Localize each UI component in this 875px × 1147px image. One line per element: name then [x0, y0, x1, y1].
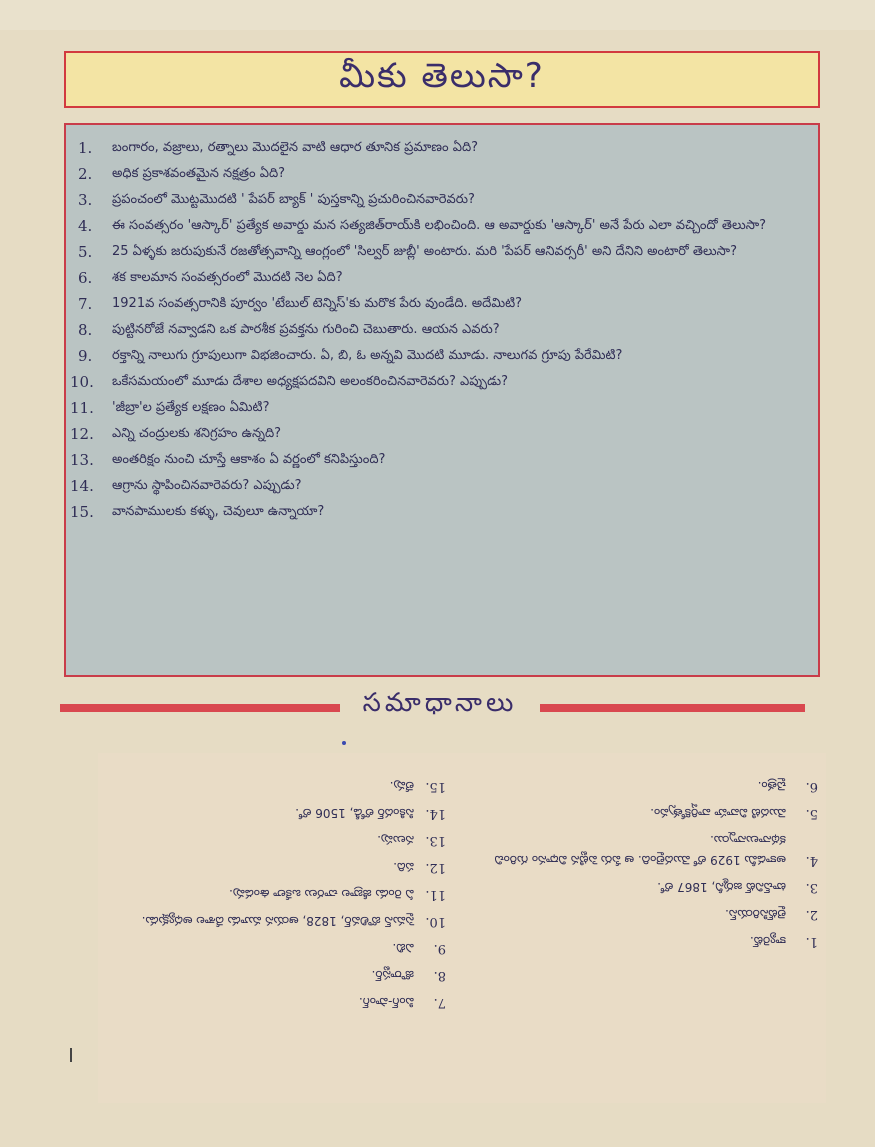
answer-text: చైత్రం. — [757, 779, 786, 793]
answer-number: 14. — [425, 806, 446, 821]
answer-number: 15. — [425, 779, 446, 794]
answer-text: సికిందర్ లోడీ, 1506 లో. — [295, 806, 414, 820]
answers-title: సమాధానాలు — [362, 688, 518, 718]
answer-item — [106, 830, 446, 850]
question-number: 11. — [70, 399, 94, 417]
page-top-edge — [0, 0, 875, 30]
fold-mark — [70, 1048, 72, 1062]
question-text: ఈ సంవత్సరం 'ఆస్కార్' ప్రత్యేక అవార్డు మన సత్యజిత్‌రాయ్‌కి లభించింది. ఆ అవార్డుకు 'ఆస్కార్' అనే పేరు ఎలా వచ్చిందో తెలుసా? — [112, 218, 767, 233]
question-item — [70, 395, 798, 421]
question-number: 15. — [70, 503, 94, 521]
question-text: 25 ఏళ్ళకు జరుపుకునే రజతోత్సవాన్ని ఆంగ్లంలో 'సిల్వర్ జుబ్లీ' అంటారు. మరి 'పేపర్ ఆనివర్సరీ' అని దేనిని అంటారో తెలుసా? — [112, 244, 737, 259]
answer-number: 5. — [805, 806, 818, 821]
answer-number: 10. — [425, 914, 446, 929]
answer-number: 8. — [433, 968, 446, 983]
question-text: ప్రపంచంలో మొట్టమొదటి ' పేపర్ బ్యాక్ ' పుస్తకాన్ని ప్రచురించినవారెవరు? — [112, 192, 475, 207]
question-item — [78, 161, 798, 187]
answer-item — [463, 776, 818, 796]
question-item — [78, 291, 798, 317]
answer-text: పింగ్-పాంగ్. — [358, 995, 414, 1009]
question-item — [78, 135, 798, 161]
answer-text: ఏ రెండు జీబ్రాల చారలు ఒకేలా ఉండవు. — [229, 887, 414, 901]
answers-header-right-bar — [540, 704, 805, 712]
question-item — [70, 369, 798, 395]
question-text: రక్తాన్ని నాలుగు గ్రూపులుగా విభజించారు. ఏ, బి, ఓ అన్నవి మొదటి మూడు. నాలుగవ గ్రూపు పేరేమిటి? — [112, 348, 623, 363]
answer-item — [106, 911, 446, 931]
question-item — [70, 447, 798, 473]
question-number: 3. — [78, 191, 93, 209]
question-item — [70, 421, 798, 447]
question-text: పుట్టినరోజే నవ్వాడని ఒక పారశీక ప్రవక్తను గురించి చెబుతారు. ఆయన ఎవరు? — [112, 322, 500, 337]
question-number: 7. — [78, 295, 93, 313]
question-number: 5. — [78, 243, 93, 261]
title-banner — [64, 51, 820, 108]
answer-item — [106, 884, 446, 904]
answer-item — [106, 992, 446, 1012]
question-text: ఆగ్రాను స్థాపించినవారెవరు? ఎప్పుడు? — [112, 478, 302, 493]
question-number: 14. — [70, 477, 94, 495]
question-item — [78, 239, 798, 265]
answer-item — [463, 877, 818, 897]
answer-text: ఎబి. — [392, 941, 414, 955]
answer-item — [106, 965, 446, 985]
answer-text: టాచ్‌నిట్ జర్మనీ, 1867 లో. — [657, 880, 786, 894]
answer-text: మొదటి వివాహ వార్షికోత్సవం. — [650, 806, 786, 820]
answer-item — [463, 904, 818, 924]
answer-number: 3. — [805, 880, 818, 895]
answer-text: జొరాస్టర్. — [371, 968, 414, 982]
question-text: బంగారం, వజ్రాలు, రత్నాలు మొదలైన వాటి ఆధార తూనిక ప్రమాణం ఏది? — [112, 140, 479, 155]
question-number: 2. — [78, 165, 93, 183]
question-number: 13. — [70, 451, 94, 469]
answer-number: 6. — [805, 779, 818, 794]
question-text: శక కాలమాన సంవత్సరంలో మొదటి నెల ఏది? — [112, 270, 343, 285]
answer-number: 4. — [805, 853, 818, 868]
answers-header — [60, 688, 805, 728]
questions-list — [70, 135, 798, 525]
question-number: 8. — [78, 321, 93, 339]
answers-header-left-bar — [60, 704, 340, 712]
question-number: 4. — [78, 217, 93, 235]
answer-item — [106, 857, 446, 877]
question-item — [78, 187, 798, 213]
question-item — [70, 473, 798, 499]
question-number: 1. — [78, 139, 93, 157]
answers-column-1-6 — [463, 769, 818, 951]
question-item — [78, 265, 798, 291]
answer-item — [463, 931, 818, 951]
answers-column-7-15 — [106, 769, 446, 1012]
answer-text: పది. — [393, 860, 414, 874]
answer-item — [106, 776, 446, 796]
page-title: మీకు తెలుసా? — [339, 55, 545, 96]
answer-text: క్యారెట్. — [749, 934, 786, 948]
answer-text: లైట్‌సిరియస్. — [725, 907, 786, 921]
answer-number: 9. — [433, 941, 446, 956]
answer-item — [463, 830, 818, 870]
answers-panel — [98, 753, 826, 1103]
questions-panel — [64, 123, 820, 677]
question-text: 'జీబ్రా'ల ప్రత్యేక లక్షణం ఏమిటి? — [112, 400, 270, 415]
question-number: 10. — [70, 373, 94, 391]
question-text: వానపాములకు కళ్ళు, చెవులూ ఉన్నాయా? — [112, 504, 325, 519]
question-number: 6. — [78, 269, 93, 287]
answer-text: లేవు. — [389, 779, 414, 793]
decorative-dot — [342, 741, 346, 745]
answer-item — [463, 803, 818, 823]
question-item — [78, 343, 798, 369]
question-text: ఎన్ని చంద్రులకు శనిగ్రహం ఉన్నది? — [112, 426, 282, 441]
question-text: 1921వ సంవత్సరానికి పూర్వం 'టేబుల్ టెన్నిస్'కు మరొక పేరు వుండేది. అదేమిటి? — [112, 296, 523, 311]
answer-number: 11. — [425, 887, 446, 902]
answer-number: 1. — [805, 934, 818, 949]
question-number: 12. — [70, 425, 94, 443]
answer-number: 13. — [425, 833, 446, 848]
answer-text: సైమన్ బొలివర్, 1828, ఆయన మూడు దేశాల అధ్యక్షుడు. — [141, 914, 414, 928]
answer-item — [106, 938, 446, 958]
answer-number: 2. — [805, 907, 818, 922]
question-text: అంతరిక్షం నుంచి చూస్తే ఆకాశం ఏ వర్ణంలో కనిపిస్తుంది? — [112, 452, 386, 467]
question-text: ఒకేసమయంలో మూడు దేశాల అధ్యక్షపదవిని అలంకరించినవారెవరు? ఎప్పుడు? — [112, 374, 509, 389]
answer-text: నలుపు. — [377, 833, 414, 847]
question-item — [78, 213, 798, 239]
answer-number: 12. — [425, 860, 446, 875]
question-item — [78, 317, 798, 343]
question-item — [70, 499, 798, 525]
answer-item — [106, 803, 446, 823]
answer-number: 7. — [433, 995, 446, 1010]
question-number: 9. — [78, 347, 93, 365]
question-text: అధిక ప్రకాశవంతమైన నక్షత్రం ఏది? — [112, 166, 286, 181]
answer-text: అకాడమీ 1929 లో మొదలైంది. ఆ పేరు పెట్టిన విధానం గురించి కథనాలున్నాయి. — [494, 833, 786, 867]
